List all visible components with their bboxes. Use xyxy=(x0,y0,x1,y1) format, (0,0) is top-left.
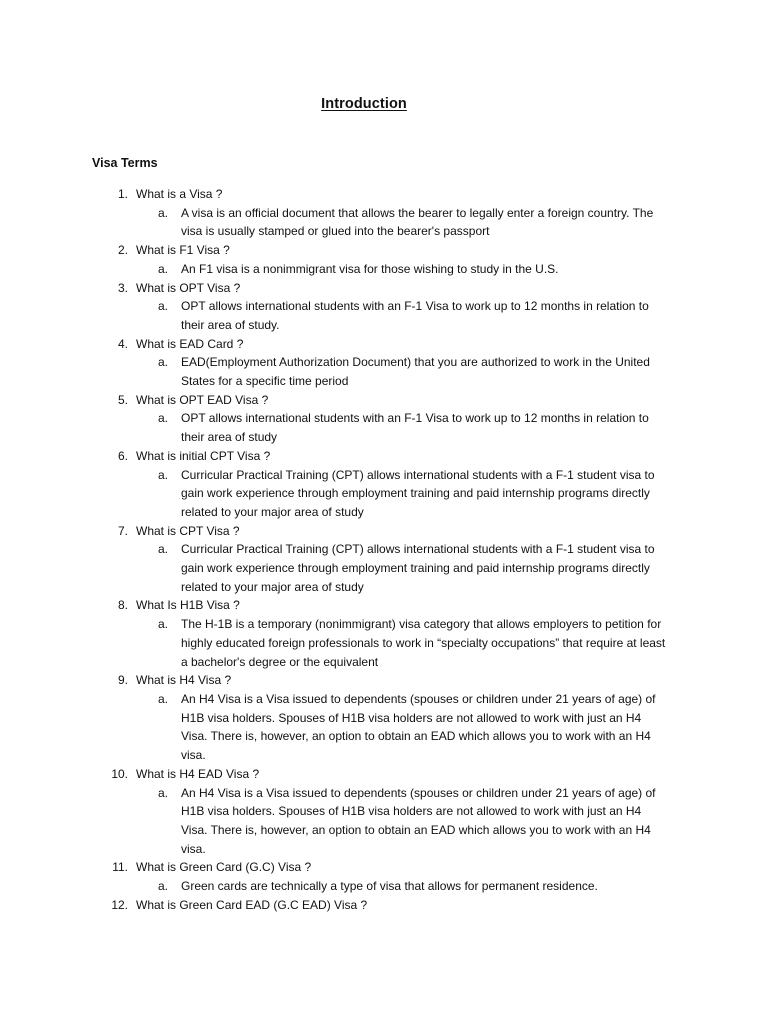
question-text: What is initial CPT Visa ? xyxy=(136,448,271,463)
question-text: What is EAD Card ? xyxy=(136,336,244,351)
question-text: What is H4 Visa ? xyxy=(136,673,232,688)
answer-letter: a. xyxy=(158,785,169,800)
answer-letter: a. xyxy=(158,355,169,370)
section-heading: Visa Terms xyxy=(92,156,158,170)
list-item-answer xyxy=(0,540,671,596)
answer-text: OPT allows international students with an F-1 Visa to work up to 12 months in relation to their area of study xyxy=(181,411,649,445)
question-text: What is Green Card (G.C) Visa ? xyxy=(136,860,312,875)
answer-text: An H4 Visa is a Visa issued to dependents (spouses or children under 21 years of age) of H1B visa holders. Spouses of H1B visa holders are not allowed to work with just an H4 Visa. There is, however, an option to obtain an EAD which allows you to work with an H4 visa. xyxy=(181,785,656,856)
item-number: 4. xyxy=(117,336,128,351)
answer-letter: a. xyxy=(158,879,169,894)
list-item-answer xyxy=(0,353,671,390)
list-item-answer xyxy=(0,409,671,446)
list-item-question xyxy=(0,765,768,784)
list-item-question xyxy=(0,671,768,690)
answer-letter: a. xyxy=(158,617,169,632)
answer-text: A visa is an official document that allows the bearer to legally enter a foreign country. The visa is usually stamped or glued into the bearer's passport xyxy=(181,205,654,239)
page-title: Introduction xyxy=(321,96,407,112)
answer-letter: a. xyxy=(158,299,169,314)
item-number: 9. xyxy=(117,673,128,688)
list-item-answer xyxy=(0,690,671,765)
question-text: What is Green Card EAD (G.C EAD) Visa ? xyxy=(136,897,368,912)
list-item-question xyxy=(0,279,768,298)
answer-text: Curricular Practical Training (CPT) allows international students with a F-1 student visa to gain work experience through employment training and paid internship programs directly related to your major area of study xyxy=(181,542,655,594)
list-item-answer xyxy=(0,877,671,896)
list-item-answer xyxy=(0,204,671,241)
item-number: 6. xyxy=(117,448,128,463)
answer-letter: a. xyxy=(158,691,169,706)
item-number: 2. xyxy=(117,243,128,258)
item-number: 5. xyxy=(117,392,128,407)
list-item-question xyxy=(0,447,768,466)
list-item-question xyxy=(0,335,768,354)
item-number: 8. xyxy=(117,598,128,613)
list-item-question xyxy=(0,522,768,541)
answer-text: The H-1B is a temporary (nonimmigrant) visa category that allows employers to petition for highly educated foreign professionals to work in “specialty occupations” that require at least a bachelor's degree or the equivalent xyxy=(181,617,666,669)
item-number: 11. xyxy=(112,860,128,875)
answer-letter: a. xyxy=(158,261,169,276)
list-item-answer xyxy=(0,466,671,522)
list-item-question xyxy=(0,596,768,615)
answer-letter: a. xyxy=(158,467,169,482)
question-text: What is a Visa ? xyxy=(136,187,223,201)
answer-letter: a. xyxy=(158,205,169,220)
list-item-question xyxy=(0,858,768,877)
question-text: What is H4 EAD Visa ? xyxy=(136,766,260,781)
item-number: 1. xyxy=(117,187,128,201)
answer-text: EAD(Employment Authorization Document) that you are authorized to work in the United States for a specific time period xyxy=(181,355,650,389)
item-number: 7. xyxy=(117,523,128,538)
answer-text: Curricular Practical Training (CPT) allows international students with a F-1 student visa to gain work experience through employment training and paid internship programs directly related to your major area of study xyxy=(181,467,655,519)
answer-text: Green cards are technically a type of visa that allows for permanent residence. xyxy=(181,879,598,894)
qa-list xyxy=(0,185,768,914)
answer-text: An H4 Visa is a Visa issued to dependents (spouses or children under 21 years of age) of H1B visa holders. Spouses of H1B visa holders are not allowed to work with just an H4 Visa. There is, however, an option to obtain an EAD which allows you to work with an H4 visa. xyxy=(181,691,656,763)
item-number: 3. xyxy=(117,280,128,295)
answer-letter: a. xyxy=(158,411,169,426)
list-item-question xyxy=(0,241,768,260)
list-item-question xyxy=(0,391,768,410)
answer-text: An F1 visa is a nonimmigrant visa for those wishing to study in the U.S. xyxy=(181,261,559,276)
list-item-answer xyxy=(0,615,671,671)
list-item-answer xyxy=(0,260,671,279)
question-text: What is CPT Visa ? xyxy=(136,523,240,538)
question-text: What Is H1B Visa ? xyxy=(136,598,240,613)
list-item-question xyxy=(0,896,768,915)
item-number: 12. xyxy=(111,897,128,912)
question-text: What is OPT Visa ? xyxy=(136,280,241,295)
list-item-answer xyxy=(0,297,671,334)
list-item-answer xyxy=(0,784,671,859)
question-text: What is F1 Visa ? xyxy=(136,243,230,258)
answer-text: OPT allows international students with an F-1 Visa to work up to 12 months in relation to their area of study. xyxy=(181,299,649,332)
list-item-question xyxy=(0,185,768,204)
question-text: What is OPT EAD Visa ? xyxy=(136,392,269,407)
item-number: 10. xyxy=(111,766,128,781)
answer-letter: a. xyxy=(158,542,169,557)
